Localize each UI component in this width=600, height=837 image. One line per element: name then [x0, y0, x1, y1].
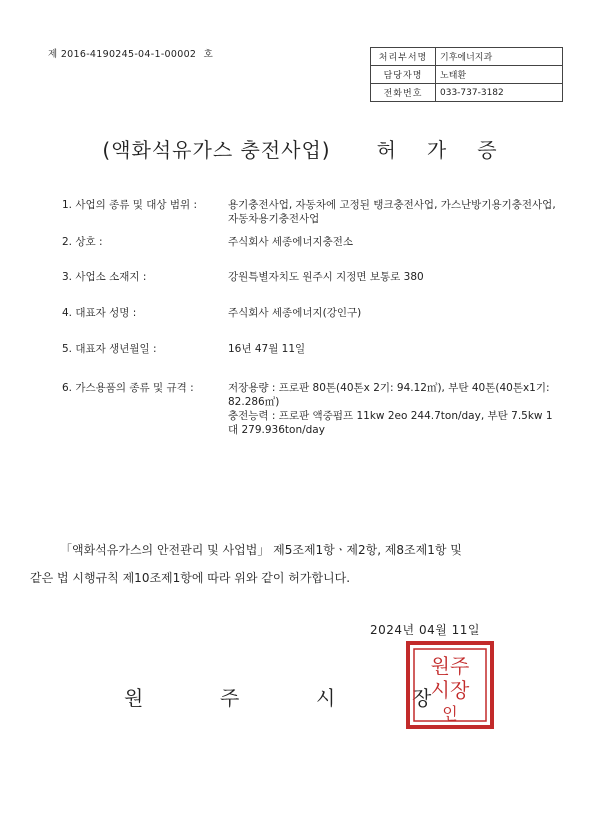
info-row — [371, 66, 563, 84]
info-label: 처리부서명 — [371, 48, 436, 66]
doc-number-prefix: 제 — [48, 49, 58, 60]
info-value: 노태환 — [436, 66, 563, 84]
document-number — [48, 46, 213, 60]
issuer-char: 시 — [316, 686, 336, 710]
legal-basis-text — [30, 536, 590, 592]
item-value-gas-spec — [228, 381, 558, 437]
item-label-gas-spec: 6. 가스용품의 종류 및 규격 : — [62, 382, 194, 394]
info-row — [371, 48, 563, 66]
legal-basis-line: 「액화석유가스의 안전관리 및 사업법」 제5조제1항ㆍ제2항, 제8조제1항 및 — [60, 543, 462, 557]
title-char: 가 — [426, 138, 448, 162]
seal-text-3: 인 — [442, 704, 458, 723]
info-value: 033-737-3182 — [436, 84, 563, 102]
title-char: 증 — [477, 138, 498, 162]
doc-number-suffix: 호 — [203, 49, 214, 60]
gas-spec-storage: 저장용량 : 프로판 80톤(40톤x 2기: 94.12㎥), 부탄 40톤(40톤x1기: 82.286㎥) — [228, 382, 550, 408]
seal-text-1: 원주 — [430, 654, 470, 678]
item-label-business-type: 1. 사업의 종류 및 대상 범위 : — [62, 199, 198, 211]
issuer-char: 주 — [220, 686, 240, 710]
department-info-table — [370, 47, 563, 102]
info-value: 기후에너지과 — [436, 48, 563, 66]
title-main: (액화석유가스 충전사업) — [102, 138, 331, 162]
legal-basis-line: 같은 법 시행규칙 제10조제1항에 따라 위와 같이 허가합니다. — [30, 571, 351, 585]
item-value-birthdate: 16년 47월 11일 — [228, 343, 306, 355]
document-title — [0, 134, 600, 163]
official-seal — [405, 640, 495, 730]
item-value-address: 강원특별자치도 원주시 지정면 보통로 380 — [228, 271, 424, 283]
info-label: 담당자명 — [371, 66, 436, 84]
seal-text-2: 시장 — [430, 678, 470, 702]
info-label: 전화번호 — [371, 84, 436, 102]
item-value-company-name: 주식회사 세종에너지충전소 — [228, 236, 354, 248]
issuer-char: 장 — [412, 686, 432, 710]
title-char: 허 — [376, 138, 397, 162]
item-label-company-name: 2. 상호 : — [62, 236, 103, 248]
gas-spec-capacity: 충전능력 : 프로판 액중펌프 11kw 2eo 244.7ton/day, 부탄 7.5kw 1대 279.936ton/day — [228, 410, 553, 436]
doc-number-value: 2016-4190245-04-1-00002 — [60, 49, 197, 60]
item-label-representative: 4. 대표자 성명 : — [62, 307, 137, 319]
issuer-char: 원 — [124, 686, 144, 710]
item-label-birthdate: 5. 대표자 생년월일 : — [62, 343, 157, 355]
item-value-representative: 주식회사 세종에너지(강인구) — [228, 307, 362, 319]
item-value-business-type: 용기충전사업, 자동차에 고정된 탱크충전사업, 가스난방기용기충전사업, 자동차용기충전사업 — [228, 199, 556, 225]
info-row — [371, 84, 563, 102]
issue-date: 2024년 04월 11일 — [370, 623, 480, 637]
item-label-address: 3. 사업소 소재지 : — [62, 271, 147, 283]
